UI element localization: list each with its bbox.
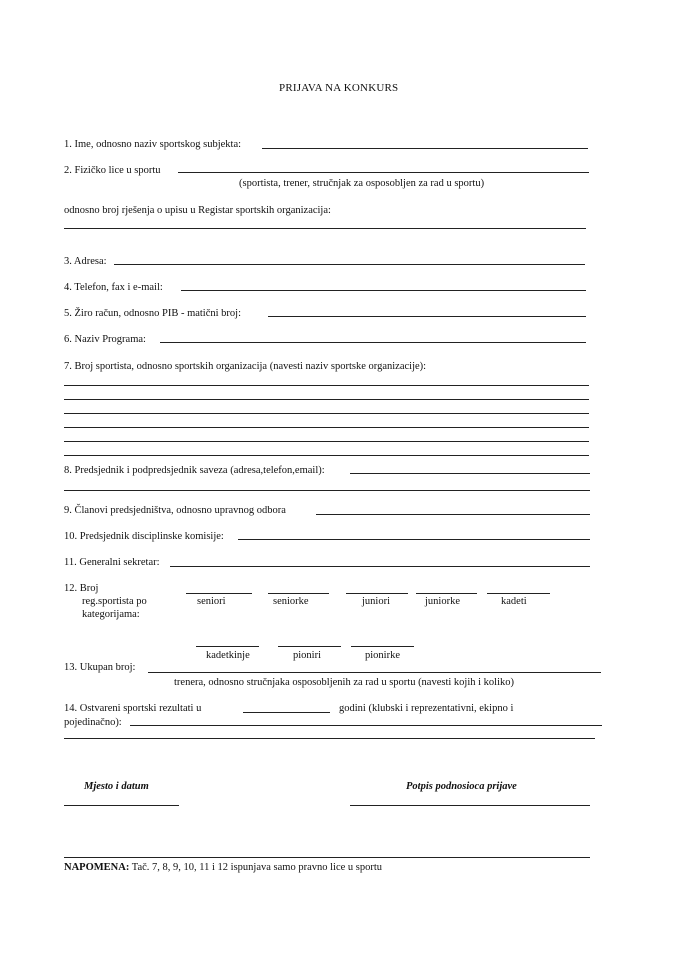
field-3-input-line[interactable] [114,264,585,265]
field-11-label: 11. Generalni sekretar: [64,557,160,568]
field-5-input-line[interactable] [268,316,586,317]
signature-line[interactable] [350,805,590,806]
field-2-note: odnosno broj rješenja o upisu u Registar sportskih organizacija: [64,205,331,216]
category-input-seniorke[interactable] [268,593,329,594]
category-input-juniorke[interactable] [416,593,477,594]
field-12-label-3: kategorijama: [82,609,140,620]
category-label: seniorke [273,596,309,607]
field-7-label: 7. Broj sportista, odnosno sportskih organizacija (navesti naziv sportske organizacije): [64,361,427,372]
applicant-signature-label: Potpis podnosioca prijave [406,781,517,792]
field-8-label: 8. Predsjednik i podpredsjednik saveza (adresa,telefon,email): [64,465,325,476]
field-14-label-3: pojedinačno): [64,717,122,728]
note-text: Tač. 7, 8, 9, 10, 11 i 12 ispunjava samo pravno lice u sportu [129,862,383,873]
field-11-input-line[interactable] [170,566,590,567]
field-14-label-2: godini (klubski i reprezentativni, ekipno i [339,703,514,714]
note-label: NAPOMENA: [64,862,130,873]
form-title: PRIJAVA NA KONKURS [279,82,399,94]
field-5-label: 5. Žiro račun, odnosno PIB - matični broj: [64,308,242,319]
field-8-input-line[interactable] [350,473,590,474]
field-13-hint: trenera, odnosno stručnjaka osposobljenih za rad u sportu (navesti kojih i koliko) [174,677,515,688]
category-label: pionirke [365,650,400,661]
field-10-label: 10. Predsjednik disciplinske komisije: [64,531,224,542]
field-9-input-line[interactable] [316,514,590,515]
field-6-label: 6. Naziv Programa: [64,334,146,345]
field-13-label: 13. Ukupan broj: [64,662,136,673]
field-2-input-line[interactable] [178,172,589,173]
field-10-input-line[interactable] [238,539,590,540]
category-label: juniori [362,596,390,607]
field-2-hint: (sportista, trener, stručnjak za osposobljen za rad u sportu) [239,178,485,189]
field-14-label-1: 14. Ostvareni sportski rezultati u [64,703,202,714]
field-13-input-line[interactable] [148,672,601,673]
place-date-label: Mjesto i datum [84,781,149,792]
field-12-label-1: 12. Broj [64,583,99,594]
category-label: pioniri [293,650,321,661]
field-7-line-2[interactable] [64,399,589,400]
category-label: seniori [197,596,226,607]
field-7-line-6[interactable] [64,455,589,456]
field-8-line-2[interactable] [64,490,590,491]
field-7-line-3[interactable] [64,413,589,414]
field-14-input-line[interactable] [130,725,602,726]
field-12-label-2: reg.sportista po [82,596,147,607]
category-input-pioniri[interactable] [278,646,341,647]
field-1-label: 1. Ime, odnosno naziv sportskog subjekta: [64,139,242,150]
field-14-year-line[interactable] [243,712,330,713]
field-4-input-line[interactable] [181,290,586,291]
category-input-juniori[interactable] [346,593,408,594]
category-label: kadetkinje [206,650,250,661]
field-4-label: 4. Telefon, fax i e-mail: [64,282,163,293]
field-2-label: 2. Fizičko lice u sportu [64,165,161,176]
note [64,862,382,874]
category-label: juniorke [425,596,460,607]
field-7-line-1[interactable] [64,385,589,386]
field-2-registry-line[interactable] [64,228,586,229]
field-3-label: 3. Adresa: [64,256,107,267]
category-input-pionirke[interactable] [351,646,414,647]
category-input-seniori[interactable] [186,593,252,594]
field-14-line-2[interactable] [64,738,595,739]
category-input-kadetkinje[interactable] [196,646,259,647]
field-7-line-4[interactable] [64,427,589,428]
field-6-input-line[interactable] [160,342,586,343]
field-7-line-5[interactable] [64,441,589,442]
category-label: kadeti [501,596,527,607]
field-9-label: 9. Članovi predsjedništva, odnosno upravnog odbora [64,505,286,516]
field-1-input-line[interactable] [262,148,588,149]
place-date-line[interactable] [64,805,179,806]
category-input-kadeti[interactable] [487,593,550,594]
note-separator [64,857,590,858]
